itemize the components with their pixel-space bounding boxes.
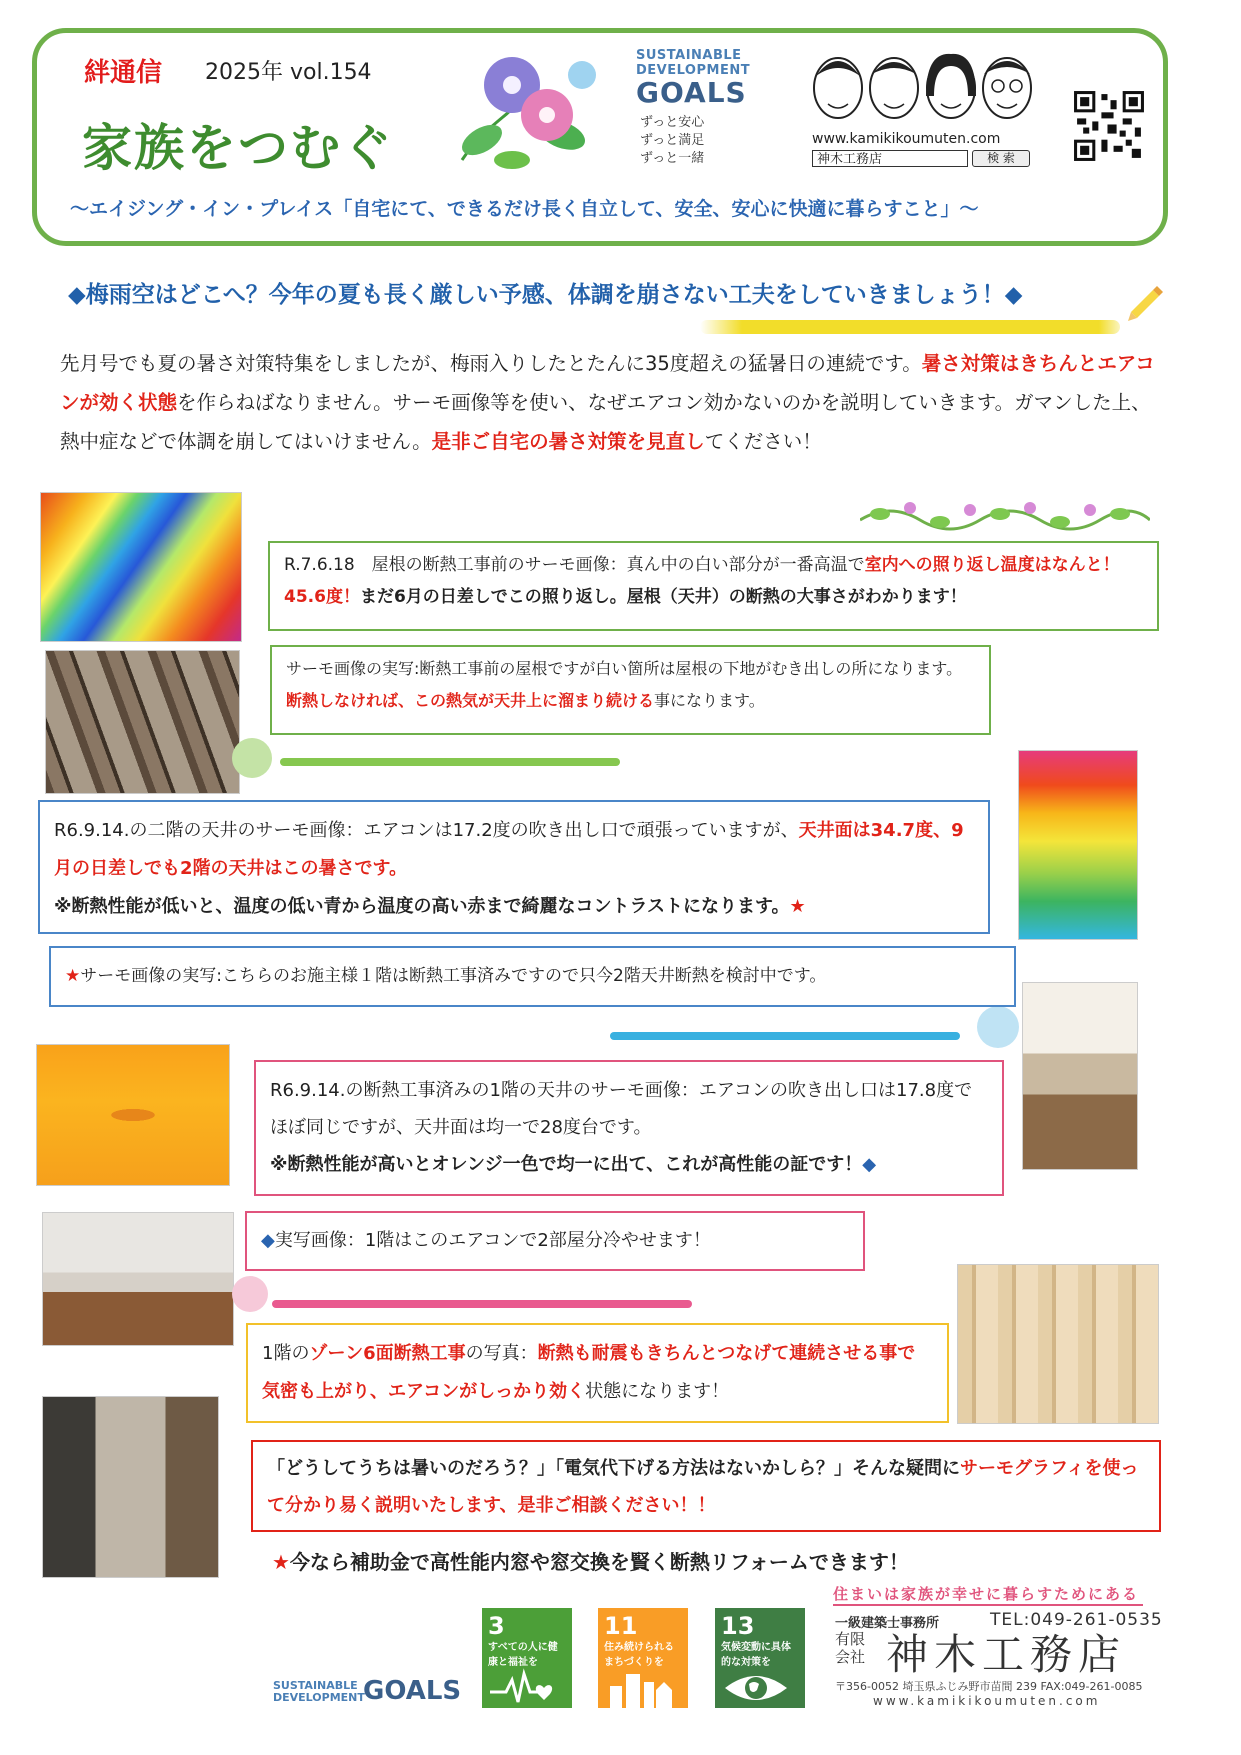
photo-roof-before-insulation bbox=[45, 650, 240, 794]
photo-1f-aircon bbox=[42, 1212, 234, 1346]
sdg-goal-13-badge bbox=[715, 1608, 805, 1708]
star-icon: ★ bbox=[65, 966, 81, 986]
callout-zone-insulation bbox=[246, 1323, 949, 1423]
decor-stroke-green bbox=[280, 758, 620, 766]
c3-text-b: ※断熱性能が低いと、温度の低い青から温度の高い赤まで綺麗なコントラストになります。 bbox=[54, 896, 790, 917]
c2-text-a: サーモ画像の実写:断熱工事前の屋根ですが白い箇所は屋根の下地がむき出しの所になります。 bbox=[286, 659, 963, 678]
issue-number: 2025年 vol.154 bbox=[205, 60, 372, 85]
c1-text-b: まだ6月の日差しでこの照り返し。屋根（天井）の断熱の大事さがわかります！ bbox=[359, 587, 967, 607]
goal-number: 11 bbox=[604, 1612, 638, 1640]
vine-decoration bbox=[860, 496, 1150, 532]
company-phone[interactable]: TEL:049-261-0535 bbox=[990, 1610, 1163, 1630]
goal-number: 3 bbox=[488, 1612, 505, 1640]
company-divider bbox=[833, 1604, 1143, 1606]
company-name: 神木工務店 bbox=[886, 1630, 1127, 1679]
heartbeat-icon bbox=[488, 1668, 558, 1708]
footer-sdgs-logo bbox=[273, 1676, 462, 1706]
intro-paragraph bbox=[60, 344, 1160, 461]
city-buildings-icon bbox=[604, 1668, 674, 1708]
goal-label: 住み続けられるまちづくりを bbox=[604, 1642, 674, 1668]
c7-text-a: 1階の bbox=[262, 1343, 310, 1364]
c7-text-c: 状態になります！ bbox=[585, 1381, 730, 1402]
subsidy-note bbox=[272, 1546, 909, 1575]
c6-text: 実写画像：1階はこのエアコンで2部屋分冷やせます！ bbox=[274, 1230, 711, 1251]
search-input[interactable]: 神木工務店 bbox=[812, 150, 968, 167]
thermal-image-1f-ceiling bbox=[36, 1044, 230, 1186]
sdgs-line-1: SUSTAINABLE bbox=[636, 48, 742, 63]
intro-emphasis-1: 暑さ対策はきちんとエアコンが効く状態 bbox=[60, 352, 1155, 414]
hand-line-3: ずっと一緒 bbox=[640, 151, 705, 166]
decor-stroke-blue bbox=[610, 1032, 960, 1040]
callout-1f-thermal bbox=[254, 1060, 1004, 1196]
company-url[interactable]: www.kamikikoumuten.com bbox=[873, 1694, 1101, 1708]
hand-line-1: ずっと安心 bbox=[640, 115, 705, 130]
callout-1f-photo bbox=[245, 1211, 865, 1271]
diamond-icon: ◆ bbox=[261, 1230, 275, 1251]
callout-roof-photo bbox=[270, 645, 991, 735]
company-type: 有限会社 bbox=[835, 1630, 866, 1666]
highlight-stroke bbox=[700, 320, 1120, 334]
sdgs-handwritten bbox=[636, 114, 746, 168]
decor-circle-blue bbox=[977, 1006, 1019, 1048]
callout-2f-thermal bbox=[38, 800, 990, 934]
eye-globe-icon bbox=[721, 1668, 791, 1708]
c7-emphasis-1: ゾーン6面断熱工事 bbox=[309, 1343, 466, 1364]
c7-emphasis-2: 断熱も耐震もきちんとつなげて連続させる事で気密も上がり、エアコンがしっかり効く bbox=[262, 1343, 916, 1402]
c5-text-b: ※断熱性能が高いとオレンジ一色で均一に出て、これが高性能の証です！ bbox=[270, 1154, 863, 1175]
company-license: 一級建築士事務所 bbox=[835, 1616, 940, 1631]
photo-thermography-hallway bbox=[42, 1396, 219, 1578]
diamond-icon: ◆ bbox=[862, 1154, 877, 1175]
sdg-goal-3-badge bbox=[482, 1608, 572, 1708]
sdgs-logo bbox=[636, 48, 751, 168]
goal-label: 気候変動に具体的な対策を bbox=[721, 1642, 791, 1668]
intro-text-1: 先月号でも夏の暑さ対策特集をしましたが、梅雨入りしたとたんに35度超えの猛暑日の連続です。 bbox=[60, 352, 922, 375]
decor-circle-pink bbox=[232, 1276, 268, 1312]
qr-code-icon bbox=[1071, 88, 1147, 164]
c7-text-b: の写真： bbox=[465, 1343, 538, 1364]
goal-number: 13 bbox=[721, 1612, 755, 1640]
c2-text-b: 事になります。 bbox=[654, 691, 765, 710]
callout-2f-photo bbox=[49, 946, 1016, 1007]
c5-text-a: R6.9.14.の断熱工事済みの1階の天井のサーモ画像：エアコンの吹き出し口は17.8度でほぼ同じですが、天井面は均一で28度台です。 bbox=[270, 1080, 973, 1138]
footer-sdgs-goals: GOALS bbox=[363, 1676, 462, 1706]
callout-roof-thermal bbox=[268, 541, 1159, 631]
subsidy-note-text: 今なら補助金で高性能内窓や窓交換を賢く断熱リフォームできます！ bbox=[289, 1550, 909, 1574]
intro-text-2: を作らねばなりません。サーモ画像等を使い、なぜエアコン効かないのかを説明していきます。ガマンした上、熱中症などで体調を崩してはいけません。 bbox=[60, 391, 1151, 453]
footer-sdgs-line-2: DEVELOPMENT bbox=[273, 1691, 365, 1704]
staff-portraits-illustration bbox=[808, 46, 1036, 136]
sdg-goal-11-badge bbox=[598, 1608, 688, 1708]
decor-stroke-pink bbox=[272, 1300, 692, 1308]
star-icon: ★ bbox=[272, 1550, 290, 1574]
thermal-image-roof bbox=[40, 492, 242, 642]
intro-emphasis-2: 是非ご自宅の暑さ対策を見直し bbox=[431, 430, 705, 453]
photo-zone-insulation-work bbox=[957, 1264, 1159, 1424]
c8-emphasis: サーモグラフィを使って分かり易く説明いたします、是非ご相談ください！！ bbox=[267, 1458, 1139, 1516]
page-title: 家族をつむぐ bbox=[82, 119, 394, 177]
c1-emphasis: 室内への照り返し温度はなんと！45.6度！ bbox=[284, 555, 1120, 607]
callout-consultation bbox=[251, 1440, 1161, 1532]
section-headline: ◆梅雨空はどこへ？今年の夏も長く厳しい予感、体調を崩さない工夫をしていきましょう！◆ bbox=[68, 282, 1023, 308]
c3-emphasis: 天井面は34.7度、9月の日差しでも2階の天井はこの暑さです。 bbox=[54, 820, 964, 879]
footer-sdgs-line-1: SUSTAINABLE bbox=[273, 1679, 358, 1692]
c2-emphasis: 断熱しなければ、この熱気が天井上に溜まり続ける bbox=[286, 691, 655, 710]
c1-text-a: R.7.6.18 屋根の断熱工事前のサーモ画像：真ん中の白い部分が一番高温で bbox=[284, 555, 865, 575]
intro-text-3: てください！ bbox=[704, 430, 822, 453]
pencil-icon bbox=[1125, 282, 1165, 322]
website-url[interactable]: www.kamikikoumuten.com bbox=[812, 131, 1001, 147]
c8-text-a: 「どうしてうちは暑いのだろう？」「電気代下げる方法はないかしら？」そんな疑問に bbox=[267, 1458, 960, 1479]
hand-line-2: ずっと満足 bbox=[640, 133, 705, 148]
goal-label: すべての人に健康と福祉を bbox=[488, 1642, 558, 1668]
sdgs-line-2: DEVELOPMENT bbox=[636, 63, 751, 78]
c4-text: サーモ画像の実写:こちらのお施主様１階は断熱工事済みですので只今2階天井断熱を検討中です。 bbox=[80, 966, 827, 986]
thermal-image-2f-ceiling bbox=[1018, 750, 1138, 940]
decor-circle-green bbox=[232, 738, 272, 778]
company-address: 〒356-0052 埼玉県ふじみ野市苗間 239 FAX:049-261-0085 bbox=[835, 1680, 1143, 1693]
sdgs-goals: GOALS bbox=[636, 76, 747, 109]
morning-glory-illustration bbox=[442, 40, 612, 170]
photo-2f-room bbox=[1022, 982, 1138, 1170]
company-tagline: 住まいは家族が幸せに暮らすためにある bbox=[833, 1585, 1140, 1603]
c3-text-a: R6.9.14.の二階の天井のサーモ画像：エアコンは17.2度の吹き出し口で頑張っていますが、 bbox=[54, 820, 799, 841]
star-icon: ★ bbox=[789, 896, 806, 917]
search-button[interactable]: 検 索 bbox=[972, 150, 1030, 167]
header-tagline: ～エイジング・イン・プレイス「自宅にて、できるだけ長く自立して、安全、安心に快適に暮らすこと」～ bbox=[70, 198, 979, 220]
newsletter-series: 絆通信 bbox=[84, 58, 163, 88]
